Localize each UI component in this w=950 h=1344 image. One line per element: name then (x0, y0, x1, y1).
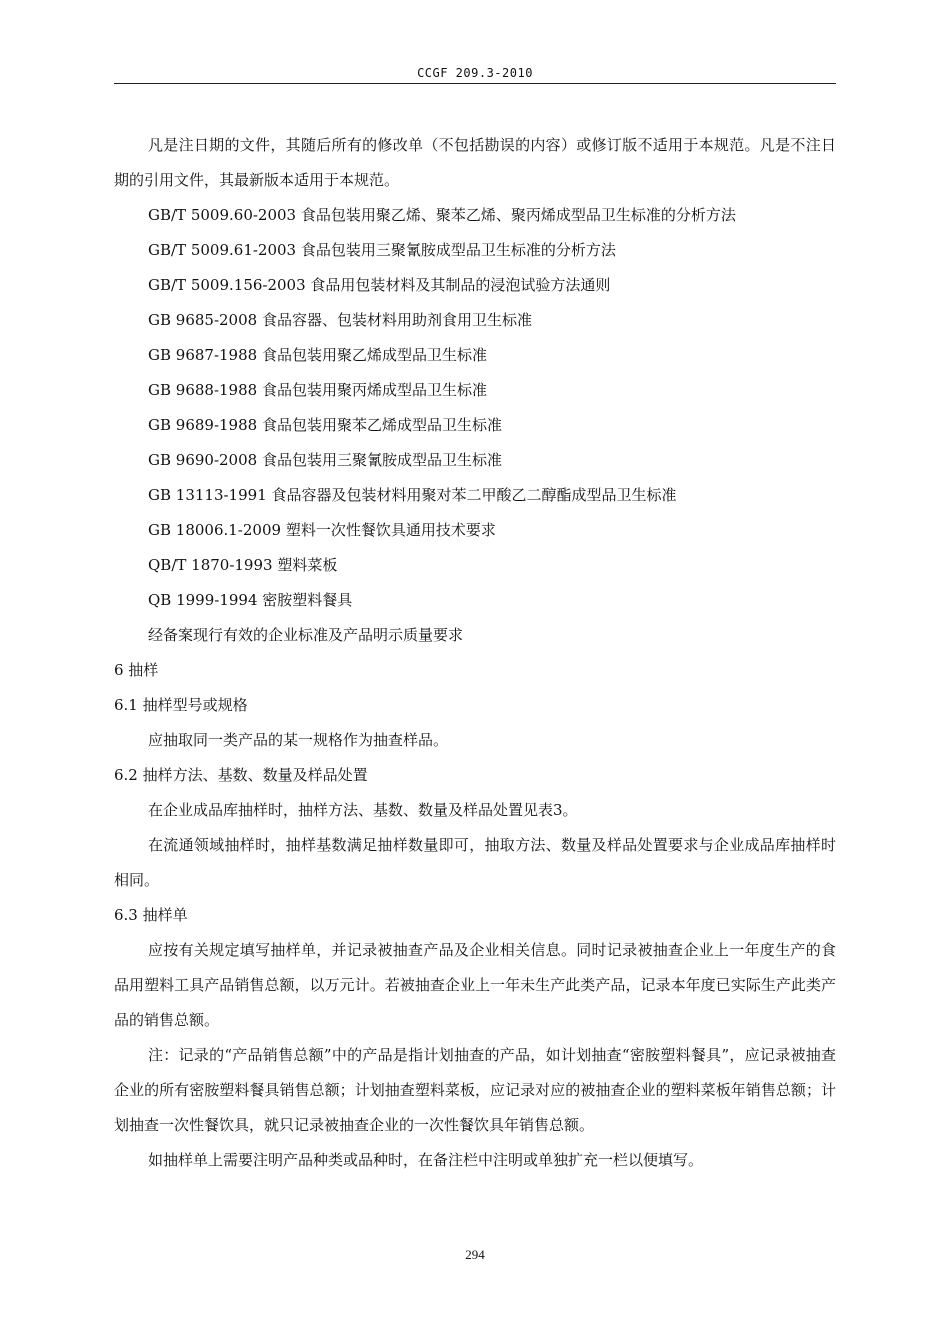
reference-item: GB 9685-2008 食品容器、包装材料用助剂食用卫生标准 (148, 311, 532, 329)
reference-item: GB 9689-1988 食品包装用聚苯乙烯成型品卫生标准 (148, 416, 502, 434)
reference-item: GB 18006.1-2009 塑料一次性餐饮具通用技术要求 (148, 521, 496, 539)
reference-item: QB/T 1870-1993 塑料菜板 (148, 556, 338, 574)
section-6-2-heading: 6.2 抽样方法、基数、数量及样品处置 (114, 766, 368, 784)
page-number: 294 (465, 1247, 485, 1262)
section-6-2-paragraph-1: 在企业成品库抽样时，抽样方法、基数、数量及样品处置见表3。 (148, 801, 578, 819)
reference-item: GB/T 5009.60-2003 食品包装用聚乙烯、聚苯乙烯、聚丙烯成型品卫生标准的分析方法 (148, 206, 736, 224)
section-6-2-paragraph-2: 在流通领域抽样时，抽样基数满足抽样数量即可，抽取方法、数量及样品处置要求与企业成品库抽样时相同。 (114, 836, 836, 889)
reference-item: 经备案现行有效的企业标准及产品明示质量要求 (148, 626, 464, 644)
section-6-3-paragraph-1: 应按有关规定填写抽样单，并记录被抽查产品及企业相关信息。同时记录被抽查企业上一年度生产的食品用塑料工具产品销售总额，以万元计。若被抽查企业上一年未生产此类产品，记录本年度已实际生产此类产品的销售总额。 (114, 941, 836, 1029)
reference-item: GB 9690-2008 食品包装用三聚氰胺成型品卫生标准 (148, 451, 502, 469)
page-body (114, 128, 836, 1178)
section-6-3-paragraph-2: 如抽样单上需要注明产品种类或品种时，在备注栏中注明或单独扩充一栏以便填写。 (148, 1151, 704, 1169)
reference-item: GB/T 5009.156-2003 食品用包装材料及其制品的浸泡试验方法通则 (148, 276, 611, 294)
running-header: CCGF 209.3-2010 (417, 66, 533, 80)
section-6-3-note: 注：记录的“产品销售总额”中的产品是指计划抽查的产品，如计划抽查“密胺塑料餐具”，应记录被抽查企业的所有密胺塑料餐具销售总额；计划抽查塑料菜板，应记录对应的被抽查企业的塑料菜板年销售总额；计划抽查一次性餐饮具，就只记录被抽查企业的一次性餐饮具年销售总额。 (114, 1046, 836, 1134)
reference-list (114, 198, 836, 653)
section-6-3-heading: 6.3 抽样单 (114, 906, 188, 924)
header-rule (114, 83, 836, 84)
reference-item: GB 13113-1991 食品容器及包装材料用聚对苯二甲酸乙二醇酯成型品卫生标准 (148, 486, 677, 504)
section-6-1-text: 应抽取同一类产品的某一规格作为抽查样品。 (148, 731, 449, 749)
reference-item: GB 9688-1988 食品包装用聚丙烯成型品卫生标准 (148, 381, 487, 399)
section-6-1-heading: 6.1 抽样型号或规格 (114, 696, 248, 714)
reference-item: GB 9687-1988 食品包装用聚乙烯成型品卫生标准 (148, 346, 487, 364)
reference-item: QB 1999-1994 密胺塑料餐具 (148, 591, 353, 609)
section-6-heading: 6 抽样 (114, 661, 159, 679)
intro-paragraph: 凡是注日期的文件，其随后所有的修改单（不包括勘误的内容）或修订版不适用于本规范。凡是不注日期的引用文件，其最新版本适用于本规范。 (114, 136, 836, 189)
reference-item: GB/T 5009.61-2003 食品包装用三聚氰胺成型品卫生标准的分析方法 (148, 241, 616, 259)
